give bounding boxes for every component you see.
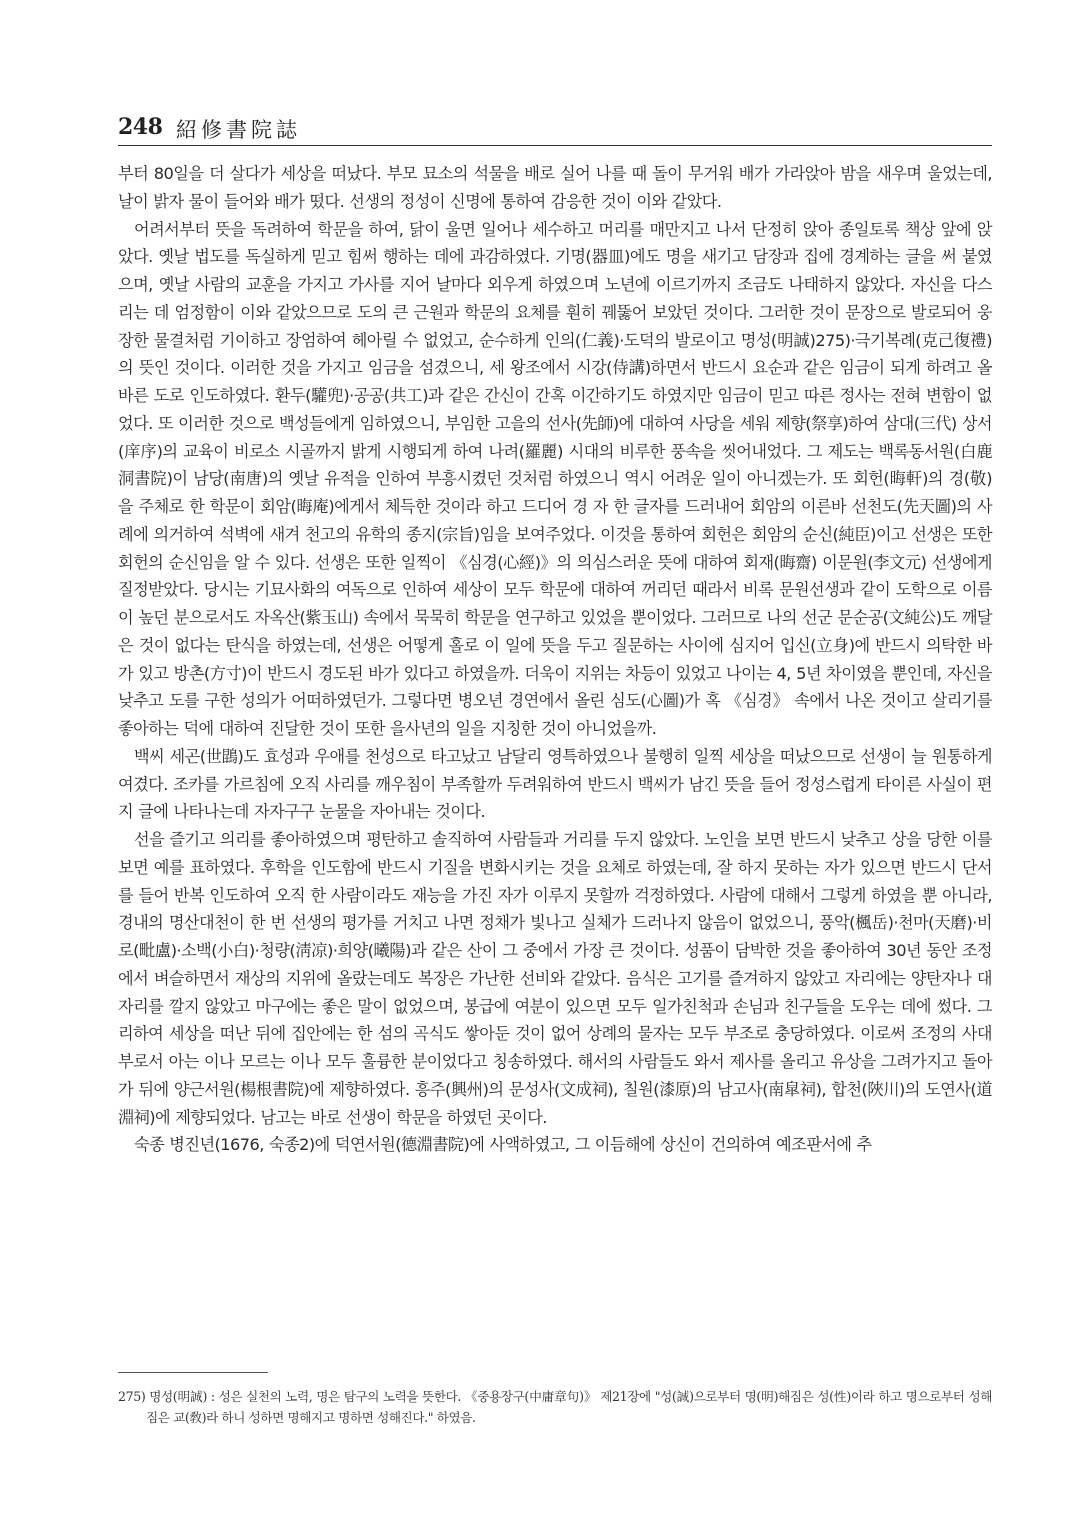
paragraph-2: 어려서부터 뜻을 독려하여 학문을 하여, 닭이 울면 일어나 세수하고 머리를 매만지고 나서 단정히 앉아 종일토록 책상 앞에 앉았다. 옛날 법도를 독실하게 믿고 힘써 행하는 데에 과감하였다. 기명(器皿)에도 명을 새기고 담장과 집에 경계하는 글을 써 붙였으며, 옛날 사람의 교훈을 가지고 가사를 지어 날마다 외우게 하였으며 노년에 이르기까지 조금도 나태하지 않았다. 자신을 다스리는 데 엄정함이 이와 같았으므로 도의 큰 근원과 학문의 요체를 훤히 꿰뚫어 보았던 것이다. 그러한 것이 문장으로 발로되어 웅장한 물결처럼 기이하고 장엄하여 헤아릴 수 없었고, 순수하게 인의(仁義)·도덕의 발로이고 명성(明誠)275)·극기복례(克己復禮)의 뜻인 것이다. 이러한 것을 가지고 임금을 섬겼으니, 세 왕조에서 시강(侍講)하면서 반드시 요순과 같은 임금이 되게 하려고 올바른 도로 인도하였다. 환두(驩兜)·공공(共工)과 같은 간신이 간혹 이간하기도 하였지만 임금이 믿고 따른 정사는 전혀 변함이 없었다. 또 이러한 것으로 백성들에게 임하였으니, 부임한 고을의 선사(先師)에 대하여 사당을 세워 제향(祭享)하여 삼대(三代) 상서(庠序)의 교육이 비로소 시골까지 밝게 시행되게 하여 나려(羅麗) 시대의 비루한 풍속을 씻어내었다. 그 제도는 백록동서원(白鹿洞書院)이 남당(南唐)의 옛날 유적을 인하여 부흥시켰던 것처럼 하였으니 역시 어려운 일이 아니겠는가. 또 회헌(晦軒)의 경(敬)을 주체로 한 학문이 회암(晦庵)에게서 체득한 것이라 하고 드디어 경 자 한 글자를 드러내어 회암의 이른바 선천도(先天圖)의 사례에 의거하여 석벽에 새겨 천고의 유학의 종지(宗旨)임을 보여주었다. 이것을 통하여 회헌은 회암의 순신(純臣)이고 선생은 또한 회헌의 순신임을 알 수 있다. 선생은 또한 일찍이 《심경(心經)》의 의심스러운 뜻에 대하여 회재(晦齋) 이문원(李文元) 선생에게 질정받았다. 당시는 기묘사화의 여독으로 인하여 세상이 모두 학문에 대하여 꺼리던 때라서 비록 문원선생과 같이 도학으로 이름이 높던 분으로서도 자옥산(紫玉山) 속에서 묵묵히 학문을 연구하고 있었을 뿐이었다. 그러므로 나의 선군 문순공(文純公)도 깨달은 것이 없다는 탄식을 하였는데, 선생은 어떻게 홀로 이 일에 뜻을 두고 질문하는 사이에 심지어 입신(立身)에 반드시 의탁한 바가 있고 방촌(方寸)이 반드시 경도된 바가 있다고 하였을까. 더욱이 지위는 차등이 있었고 나이는 4, 5년 차이였을 뿐인데, 자신을 낮추고 도를 구한 성의가 어떠하였던가. 그렇다면 병오년 경연에서 올린 심도(心圖)가 혹 《심경》 속에서 나온 것이고 살리기를 좋아하는 덕에 대하여 진달한 것이 또한 을사년의 일을 지칭한 것이 아니었을까.	[118, 219, 992, 738]
page-header	[118, 112, 992, 146]
paragraph-1: 부터 80일을 더 살다가 세상을 떠났다. 부모 묘소의 석물을 배로 실어 나를 때 돌이 무거워 배가 가라앉아 밤을 새우며 울었는데, 날이 밝자 물이 들어와 배가 떴다. 선생의 정성이 신명에 통하여 감응한 것이 이와 같았다.	[118, 164, 992, 211]
paragraph-5: 숙종 병진년(1676, 숙종2)에 덕연서원(德淵書院)에 사액하였고, 그 이듬해에 상신이 건의하여 예조판서에 추	[134, 1135, 872, 1155]
book-title: 紹修書院誌	[176, 118, 301, 142]
paragraph-3: 백씨 세곤(世鵾)도 효성과 우애를 천성으로 타고났고 남달리 영특하였으나 불행히 일찍 세상을 떠났으므로 선생이 늘 원통하게 여겼다. 조카를 가르침에 오직 사리를 깨우침이 부족할까 두려워하여 반드시 백씨가 남긴 뜻을 들어 정성스럽게 타이른 사실이 편지 글에 나타나는데 자자구구 눈물을 자아내는 것이다.	[118, 746, 992, 822]
body-text	[118, 160, 992, 1159]
page-number: 248	[118, 114, 163, 140]
paragraph-4: 선을 즐기고 의리를 좋아하였으며 평탄하고 솔직하여 사람들과 거리를 두지 않았다. 노인을 보면 반드시 낮추고 상을 당한 이를 보면 예를 표하였다. 후학을 인도함에 반드시 기질을 변화시키는 것을 요체로 하였는데, 잘 하지 못하는 자가 있으면 반드시 단서를 들어 반복 인도하여 오직 한 사람이라도 재능을 가진 자가 이루지 못할까 걱정하였다. 사람에 대해서 그렇게 하였을 뿐 아니라, 경내의 명산대천이 한 번 선생의 평가를 거치고 나면 정채가 빛나고 실체가 드러나지 않음이 없었으니, 풍악(楓岳)·천마(天磨)·비로(毗盧)·소백(小白)·청량(淸凉)·희양(曦陽)과 같은 산이 그 중에서 가장 큰 것이다. 성품이 담박한 것을 좋아하여 30년 동안 조정에서 벼슬하면서 재상의 지위에 올랐는데도 복장은 가난한 선비와 같았다. 음식은 고기를 즐겨하지 않았고 자리에는 양탄자나 대자리를 깔지 않았고 마구에는 좋은 말이 없었으며, 봉급에 여분이 있으면 모두 일가친척과 손님과 친구들을 도우는 데에 썼다. 그리하여 세상을 떠난 뒤에 집안에는 한 섬의 곡식도 쌓아둔 것이 없어 상례의 물자는 모두 부조로 충당하였다. 이로써 조정의 사대부로서 아는 이나 모르는 이나 모두 훌륭한 분이었다고 칭송하였다. 해서의 사람들도 와서 제사를 올리고 유상을 그려가지고 돌아가 뒤에 양근서원(楊根書院)에 제향하였다. 흥주(興州)의 문성사(文成祠), 칠원(漆原)의 남고사(南皐祠), 합천(陜川)의 도연사(道淵祠)에 제향되었다. 남고는 바로 선생이 학문을 하였던 곳이다.	[118, 830, 992, 1127]
footnote-divider	[118, 1372, 268, 1373]
footnote-275: 275) 명성(明誠) : 성은 실천의 노력, 명은 탐구의 노력을 뜻한다. 《중용장구(中庸章句)》 제21장에 "성(誠)으로부터 명(明)해짐은 성(性)이라 하고 명으로부터 성해짐은 교(敎)라 하니 성하면 명해지고 명하면 성해진다." 하였음.	[118, 1389, 992, 1425]
footnotes	[118, 1387, 992, 1428]
